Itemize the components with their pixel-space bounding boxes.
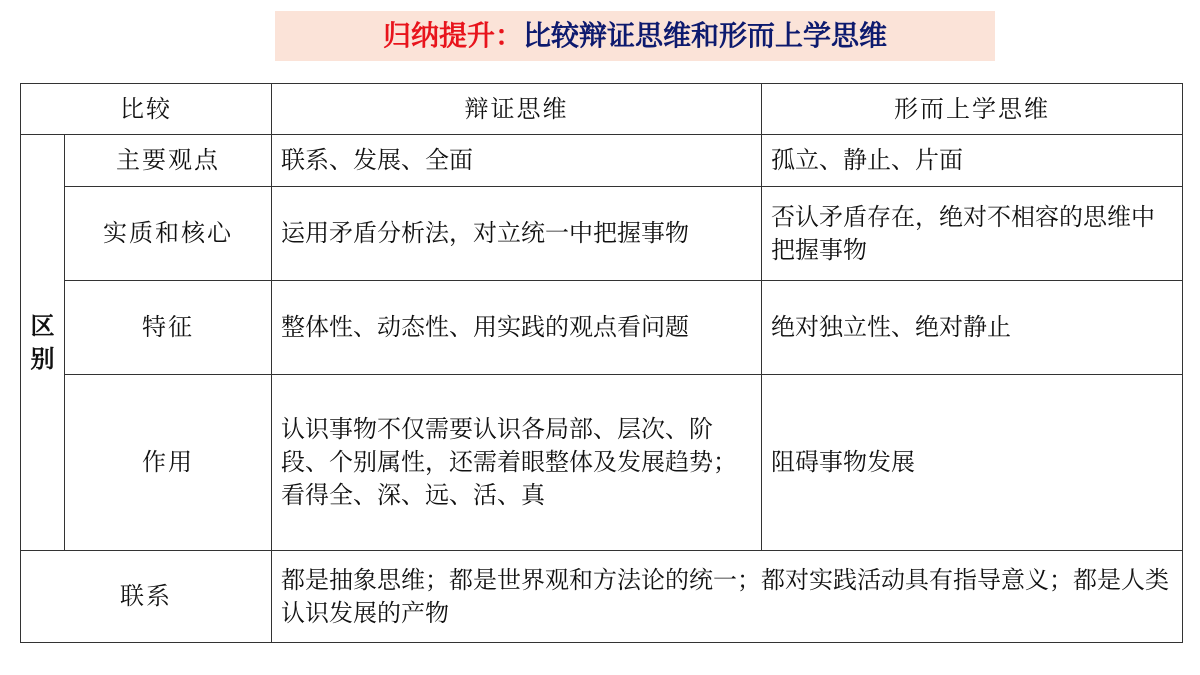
title-prefix: 归纳提升： (382, 19, 523, 52)
group-label-text: 区别 (30, 311, 55, 373)
group-label-difference (21, 135, 65, 551)
relation-label: 联系 (21, 551, 272, 643)
cell-metaphysical: 阻碍事物发展 (762, 375, 1183, 551)
comparison-table (20, 83, 1183, 643)
row-label: 作用 (65, 375, 272, 551)
header-row (21, 84, 1183, 135)
header-metaphysical: 形而上学思维 (762, 84, 1183, 135)
table-row-relation (21, 551, 1183, 643)
cell-dialectical: 整体性、动态性、用实践的观点看问题 (272, 281, 762, 375)
cell-dialectical: 联系、发展、全面 (272, 135, 762, 187)
header-dialectical: 辩证思维 (272, 84, 762, 135)
title-banner (275, 11, 995, 61)
cell-dialectical: 运用矛盾分析法，对立统一中把握事物 (272, 187, 762, 281)
row-label: 特征 (65, 281, 272, 375)
relation-text: 都是抽象思维；都是世界观和方法论的统一；都对实践活动具有指导意义；都是人类认识发展的产物 (272, 551, 1183, 643)
cell-dialectical: 认识事物不仅需要认识各局部、层次、阶段、个别属性，还需着眼整体及发展趋势；看得全、深、远、活、真 (272, 375, 762, 551)
page-title: 比较辩证思维和形而上学思维 (523, 19, 888, 52)
table-row (21, 135, 1183, 187)
cell-metaphysical: 绝对独立性、绝对静止 (762, 281, 1183, 375)
table-row (21, 187, 1183, 281)
table-row (21, 281, 1183, 375)
table-row (21, 375, 1183, 551)
cell-metaphysical: 孤立、静止、片面 (762, 135, 1183, 187)
cell-metaphysical: 否认矛盾存在，绝对不相容的思维中把握事物 (762, 187, 1183, 281)
row-label: 实质和核心 (65, 187, 272, 281)
row-label: 主要观点 (65, 135, 272, 187)
header-compare: 比较 (21, 84, 272, 135)
